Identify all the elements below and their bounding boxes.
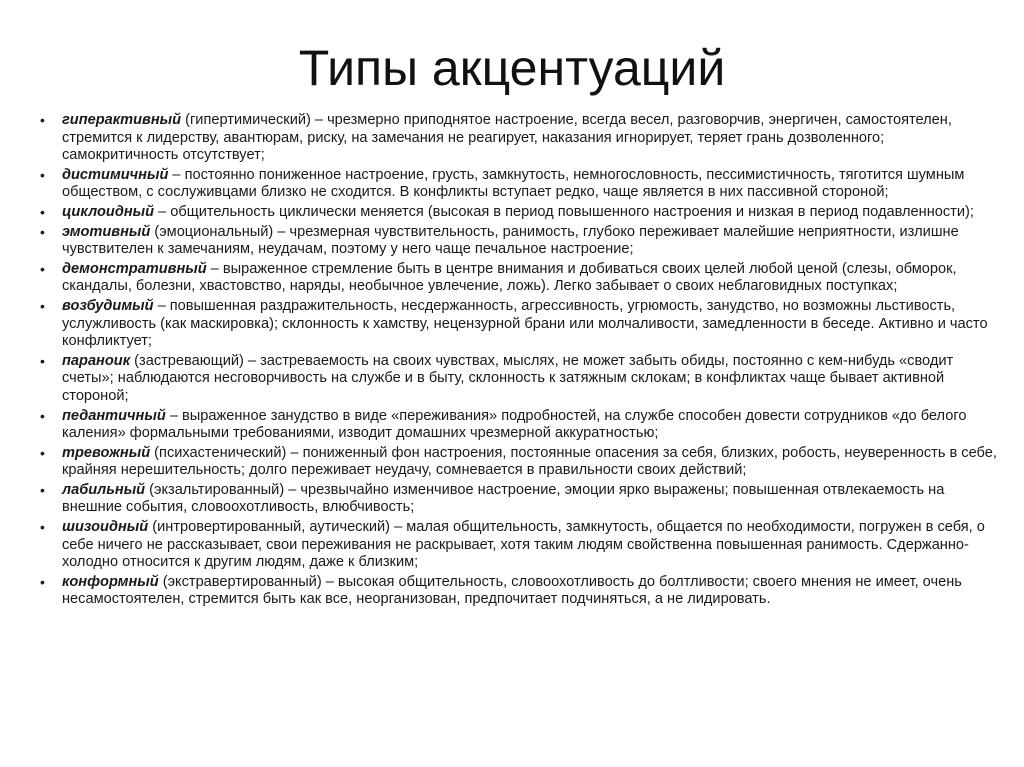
- list-item: [40, 261, 998, 296]
- accentuation-description: – выраженное стремление быть в центре внимания и добиваться своих целей любой ценой (слезы, обморок, скандалы, болезни, хвастовство, наряды, необычное увлечение, ложь). Легко забывает о своих неблаговидных поступках;: [62, 260, 957, 295]
- accentuation-description: (застревающий) – застреваемость на своих чувствах, мыслях, не может забыть обиды, постоянно с кем-нибудь «сводит счеты»; наблюдаются несговорчивость на службе и в быту, склонность к затяжным склокам; в конфликтах чаще бывает активной стороной;: [62, 352, 954, 404]
- bullet-icon: •: [40, 407, 45, 424]
- list-item: [40, 574, 998, 609]
- accentuation-description: (психастенический) – пониженный фон настроения, постоянные опасения за себя, близких, робость, неуверенность в себе, крайняя нерешительность; долго переживает неудачу, сомневается в правильности своих действий;: [62, 444, 997, 479]
- list-item: [40, 112, 998, 165]
- accentuation-term: параноик: [62, 352, 131, 369]
- list-item: [40, 519, 998, 572]
- accentuation-term: дистимичный: [62, 166, 169, 183]
- accentuation-term: тревожный: [62, 444, 151, 461]
- accentuation-description: (экзальтированный) – чрезвычайно изменчивое настроение, эмоции ярко выражены; повышенная отвлекаемость на внешние события, словоохотливость, влюбчивость;: [62, 481, 945, 516]
- list-item: [40, 167, 998, 202]
- accentuation-term: лабильный: [62, 481, 146, 498]
- accentuation-term: эмотивный: [62, 223, 151, 240]
- bullet-icon: •: [40, 260, 45, 277]
- accentuation-term: возбудимый: [62, 297, 154, 314]
- bullet-icon: •: [40, 223, 45, 240]
- accentuation-term: гиперактивный: [62, 112, 182, 128]
- bullet-icon: •: [40, 112, 45, 128]
- bullet-icon: •: [40, 352, 45, 369]
- accentuation-term: демонстративный: [62, 260, 207, 277]
- bullet-icon: •: [40, 573, 45, 590]
- accentuation-term: циклоидный: [62, 203, 155, 220]
- bullet-icon: •: [40, 203, 45, 220]
- list-item: [40, 445, 998, 480]
- list-item: [40, 298, 998, 351]
- bullet-icon: •: [40, 519, 45, 536]
- accentuation-description: (эмоциональный) – чрезмерная чувствительность, ранимость, глубоко переживает малейшие неприятности, излишне чувствителен к замечаниям, неудачам, поэтому у него чаще печальное настроение;: [62, 223, 959, 258]
- accentuation-term: педантичный: [62, 407, 166, 424]
- accentuation-term: шизоидный: [62, 519, 149, 536]
- accentuation-description: (гипертимический) – чрезмерно приподнятое настроение, всегда весел, разговорчив, энергичен, самостоятелен, стремится к лидерству, авантюрам, риску, на замечания не реагирует, наказания игнорирует, теряет грань дозволенного; самокритичность отсутствует;: [62, 112, 952, 164]
- bullet-icon: •: [40, 166, 45, 183]
- accentuation-description: – повышенная раздражительность, несдержанность, агрессивность, угрюмость, занудство, но возможны льстивость, услужливость (как маскировка); склонность к хамству, нецензурной брани или молчаливости, замедленности в беседе. Активно и часто конфликтует;: [62, 297, 988, 350]
- list-item: [40, 224, 998, 259]
- list-item: [40, 408, 998, 443]
- accentuation-list: [40, 112, 998, 611]
- slide-title: Типы акцентуаций: [298, 40, 726, 96]
- accentuation-description: – выраженное занудство в виде «переживания» подробностей, на службе способен довести сотрудников «до белого каления» формальными требованиями, изводит домашних чрезмерной аккуратностью;: [62, 407, 967, 442]
- list-item: [40, 204, 998, 222]
- accentuation-description: – общительность циклически меняется (высокая в период повышенного настроения и низкая в период подавленности);: [154, 203, 974, 220]
- accentuation-description: – постоянно пониженное настроение, грусть, замкнутость, немногословность, пессимистичность, тяготится шумным обществом, с сослуживцами близко не сходится. В конфликты вступает редко, чаще является в них пассивной стороной;: [62, 166, 965, 201]
- accentuation-description: (экстравертированный) – высокая общительность, словоохотливость до болтливости; своего мнения не имеет, очень несамостоятелен, стремится быть как все, неорганизован, предпочитает подчиняться, а не лидировать.: [62, 573, 962, 608]
- list-item: [40, 353, 998, 406]
- bullet-icon: •: [40, 297, 45, 314]
- accentuation-term: конформный: [62, 573, 159, 590]
- list-item: [40, 482, 998, 517]
- bullet-icon: •: [40, 444, 45, 461]
- accentuation-description: (интровертированный, аутический) – малая общительность, замкнутость, общается по необходимости, погружен в себя, о себе ничего не рассказывает, свои переживания не раскрывает, хотя таким людям свойственна повышенная ранимость. Сдержанно-холодно относится к другим людям, даже к близким;: [62, 519, 985, 571]
- bullet-icon: •: [40, 481, 45, 498]
